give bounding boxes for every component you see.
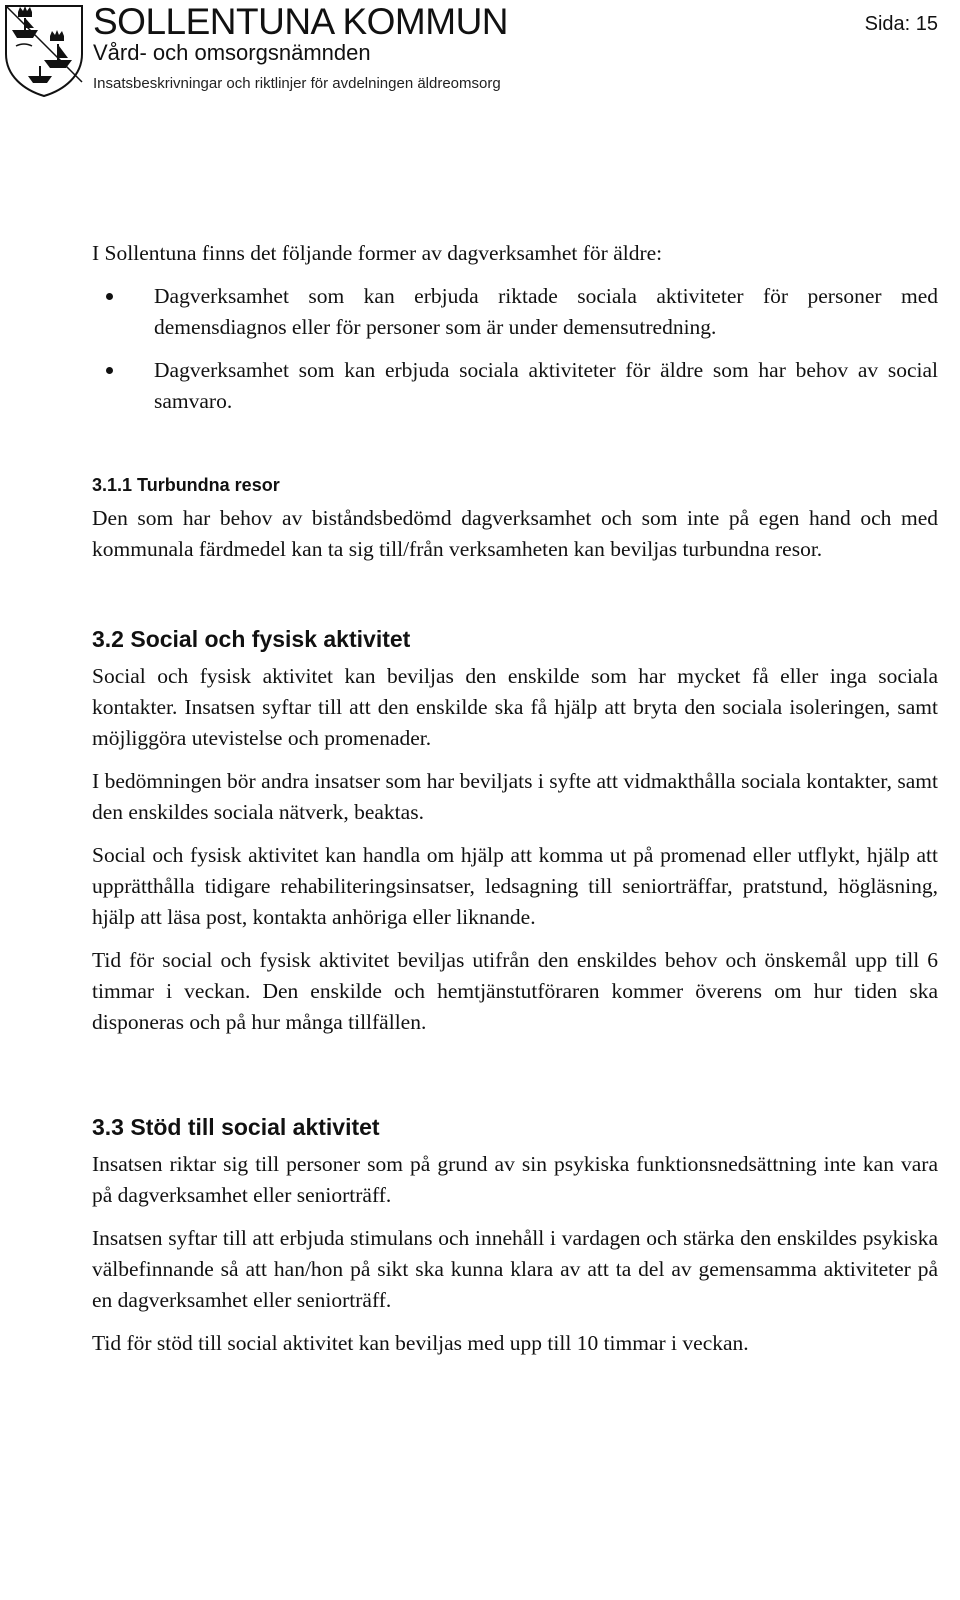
bullet-icon bbox=[106, 293, 113, 300]
paragraph: Social och fysisk aktivitet kan handla om hjälp att komma ut på promenad eller utflykt, hjälp att upprätthålla tidigare rehabiliteringsinsatser, ledsagning till seniorträffar, pratstund, högläsning, hjälp att läsa post, kontakta anhöriga eller liknande. bbox=[92, 843, 938, 929]
paragraph: Social och fysisk aktivitet kan beviljas den enskilde som har mycket få eller inga sociala kontakter. Insatsen syftar till att den enskilde ska få hjälp att bryta den sociala isoleringen, samt möjliggöra utevistelse och promenader. bbox=[92, 664, 938, 750]
section-heading-3-2: 3.2 Social och fysisk aktivitet bbox=[92, 626, 411, 652]
section-heading-3-3: 3.3 Stöd till social aktivitet bbox=[92, 1114, 380, 1140]
list-item-text: Dagverksamhet som kan erbjuda sociala aktiviteter för äldre som har behov av social samvaro. bbox=[154, 358, 938, 413]
document-body bbox=[92, 238, 938, 1359]
day-activity-list bbox=[92, 281, 938, 417]
page-number: Sida: 15 bbox=[864, 13, 938, 35]
document-subtitle: Insatsbeskrivningar och riktlinjer för avdelningen äldreomsorg bbox=[93, 75, 501, 92]
paragraph: Tid för social och fysisk aktivitet beviljas utifrån den enskildes behov och önskemål upp till 6 timmar i veckan. Den enskilde och hemtjänstutföraren kommer överens om hur tiden ska disponeras och på hur många tillfällen. bbox=[92, 948, 938, 1034]
board-name: Vård- och omsorgsnämnden bbox=[93, 40, 371, 65]
paragraph: I bedömningen bör andra insatser som har beviljats i syfte att vidmakthålla sociala kontakter, samt den enskildes sociala nätverk, beaktas. bbox=[92, 769, 938, 824]
page-header bbox=[0, 0, 960, 100]
bullet-icon bbox=[106, 367, 113, 374]
paragraph: Insatsen riktar sig till personer som på grund av sin psykiska funktionsnedsättning inte kan vara på dagverksamhet eller seniorträff. bbox=[92, 1152, 938, 1207]
organization-name: SOLLENTUNA KOMMUN bbox=[93, 1, 509, 42]
municipal-coat-of-arms-logo bbox=[2, 2, 86, 98]
section-heading-3-1-1: 3.1.1 Turbundna resor bbox=[92, 475, 280, 495]
intro-paragraph: I Sollentuna finns det följande former av dagverksamhet för äldre: bbox=[92, 241, 663, 265]
list-item bbox=[92, 281, 938, 343]
paragraph: Den som har behov av biståndsbedömd dagverksamhet och som inte på egen hand och med kommunala färdmedel kan ta sig till/från verksamheten kan beviljas turbundna resor. bbox=[92, 506, 938, 561]
paragraph: Tid för stöd till social aktivitet kan beviljas med upp till 10 timmar i veckan. bbox=[92, 1331, 749, 1355]
list-item bbox=[92, 355, 938, 417]
list-item-text: Dagverksamhet som kan erbjuda riktade sociala aktiviteter för personer med demensdiagnos eller för personer som är under demensutredning. bbox=[154, 284, 938, 339]
paragraph: Insatsen syftar till att erbjuda stimulans och innehåll i vardagen och stärka den enskildes psykiska välbefinnande så att han/hon på sikt ska kunna klara av att ta del av gemensamma aktiviteter på en dagverksamhet eller seniorträff. bbox=[92, 1226, 938, 1312]
